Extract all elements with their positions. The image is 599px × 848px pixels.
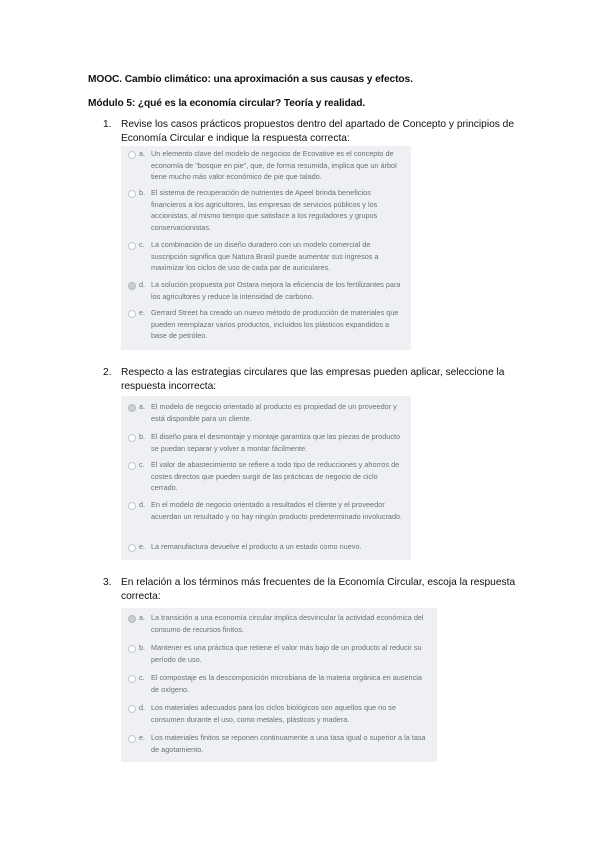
answer-panel-3 (121, 608, 437, 762)
option-letter: c. (139, 673, 145, 682)
option-text: El valor de abastecimiento se refiere a todo tipo de reducciones y ahorros de costes directos que pueden surgir de las prácticas de negocio de ciclo cerrado. (151, 460, 400, 492)
option-letter: a. (139, 613, 145, 622)
question-number: 2. (103, 367, 112, 378)
option-text: Mantener es una práctica que retiene el valor más bajo de un producto al reducir su período de uso. (151, 643, 422, 664)
radio-button[interactable] (128, 705, 136, 713)
option-letter: c. (139, 460, 145, 469)
option-text: El compostaje es la descomposición microbiana de la materia orgánica en ausencia de oxígeno. (151, 673, 422, 694)
question-text: Respecto a las estrategias circulares que las empresas pueden aplicar, seleccione la respuesta incorrecta: (121, 367, 505, 392)
option-letter: e. (139, 308, 145, 317)
question-number: 3. (103, 577, 112, 588)
option-text: La transición a una economía circular implica desvincular la actividad económica del consumo de recursos finitos. (151, 613, 424, 634)
radio-button[interactable] (128, 151, 136, 159)
question-1 (103, 118, 523, 146)
option-text: Un elemento clave del modelo de negocios de Ecovative es el concepto de economía de "bosque en pie", que, de forma resumida, implica que un árbol tiene mucho más valor económico de pie que talado. (151, 149, 397, 181)
option-text: Los materiales finitos se reponen continuamente a una tasa igual o superior a la tasa de agotamiento. (151, 733, 426, 754)
radio-button[interactable] (128, 544, 136, 552)
option-text: La remanufactura devuelve el producto a un estado como nuevo. (151, 542, 362, 551)
option-letter: d. (139, 280, 145, 289)
radio-button[interactable] (128, 735, 136, 743)
option-text: Los materiales adecuados para los ciclos biológicos son aquellos que no se consumen durante el uso, como metales, plásticos y madera. (151, 703, 397, 724)
radio-button[interactable] (128, 190, 136, 198)
radio-button-selected[interactable] (128, 282, 136, 290)
radio-button[interactable] (128, 310, 136, 318)
option-letter: d. (139, 500, 145, 509)
option-letter: b. (139, 643, 145, 652)
radio-button-selected[interactable] (128, 404, 136, 412)
option-text: El diseño para el desmontaje y montaje garantiza que las piezas de producto se puedan separar y volver a montar fácilmente. (151, 432, 401, 453)
option-letter: a. (139, 149, 145, 158)
option-text: Gerrard Street ha creado un nuevo método de producción de materiales que pueden reemplazar varios productos, incluidos los plásticos expandidos a base de petróleo. (151, 308, 399, 340)
option-letter: e. (139, 542, 145, 551)
radio-button[interactable] (128, 462, 136, 470)
question-3 (103, 576, 523, 604)
option-text: La combinación de un diseño duradero con un modelo comercial de suscripción significa que Natura Brasil puede aumentar sus ingresos a maximizar los ciclos de uso de cada par de auriculares. (151, 240, 379, 272)
radio-button-selected[interactable] (128, 615, 136, 623)
question-2 (103, 366, 523, 394)
course-title: MOOC. Cambio climático: una aproximación a sus causas y efectos. (88, 74, 413, 85)
question-number: 1. (103, 119, 112, 130)
radio-button[interactable] (128, 434, 136, 442)
option-letter: d. (139, 703, 145, 712)
radio-button[interactable] (128, 242, 136, 250)
answer-panel-2 (121, 396, 411, 560)
option-text: En el modelo de negocio orientado a resultados el cliente y el proveedor acuerdan un resultado y no hay ningún producto predeterminado involucrado. (151, 500, 403, 521)
option-letter: a. (139, 402, 145, 411)
question-text: En relación a los términos más frecuentes de la Economía Circular, escoja la respuesta correcta: (121, 577, 516, 602)
option-text: El modelo de negocio orientado al producto es propiedad de un proveedor y está disponible para un cliente. (151, 402, 397, 423)
radio-button[interactable] (128, 645, 136, 653)
module-title: Módulo 5: ¿qué es la economía circular? Teoría y realidad. (88, 98, 366, 109)
radio-button[interactable] (128, 502, 136, 510)
answer-panel-1 (121, 146, 411, 350)
option-letter: b. (139, 188, 145, 197)
option-letter: b. (139, 432, 145, 441)
option-text: El sistema de recuperación de nutrientes de Apeel brinda beneficios financieros a los agricultores, las empresas de servicios públicos y los accionistas, al mismo tiempo que satisface a los reguladores y grupos conservacionistas. (151, 188, 378, 232)
question-text: Revise los casos prácticos propuestos dentro del apartado de Concepto y principios de Economía Circular e indique la respuesta correcta: (121, 119, 515, 144)
option-letter: c. (139, 240, 145, 249)
option-letter: e. (139, 733, 145, 742)
radio-button[interactable] (128, 675, 136, 683)
option-text: La solución propuesta por Ostara mejora la eficiencia de los fertilizantes para los agricultores y reduce la intensidad de carbono. (151, 280, 401, 301)
